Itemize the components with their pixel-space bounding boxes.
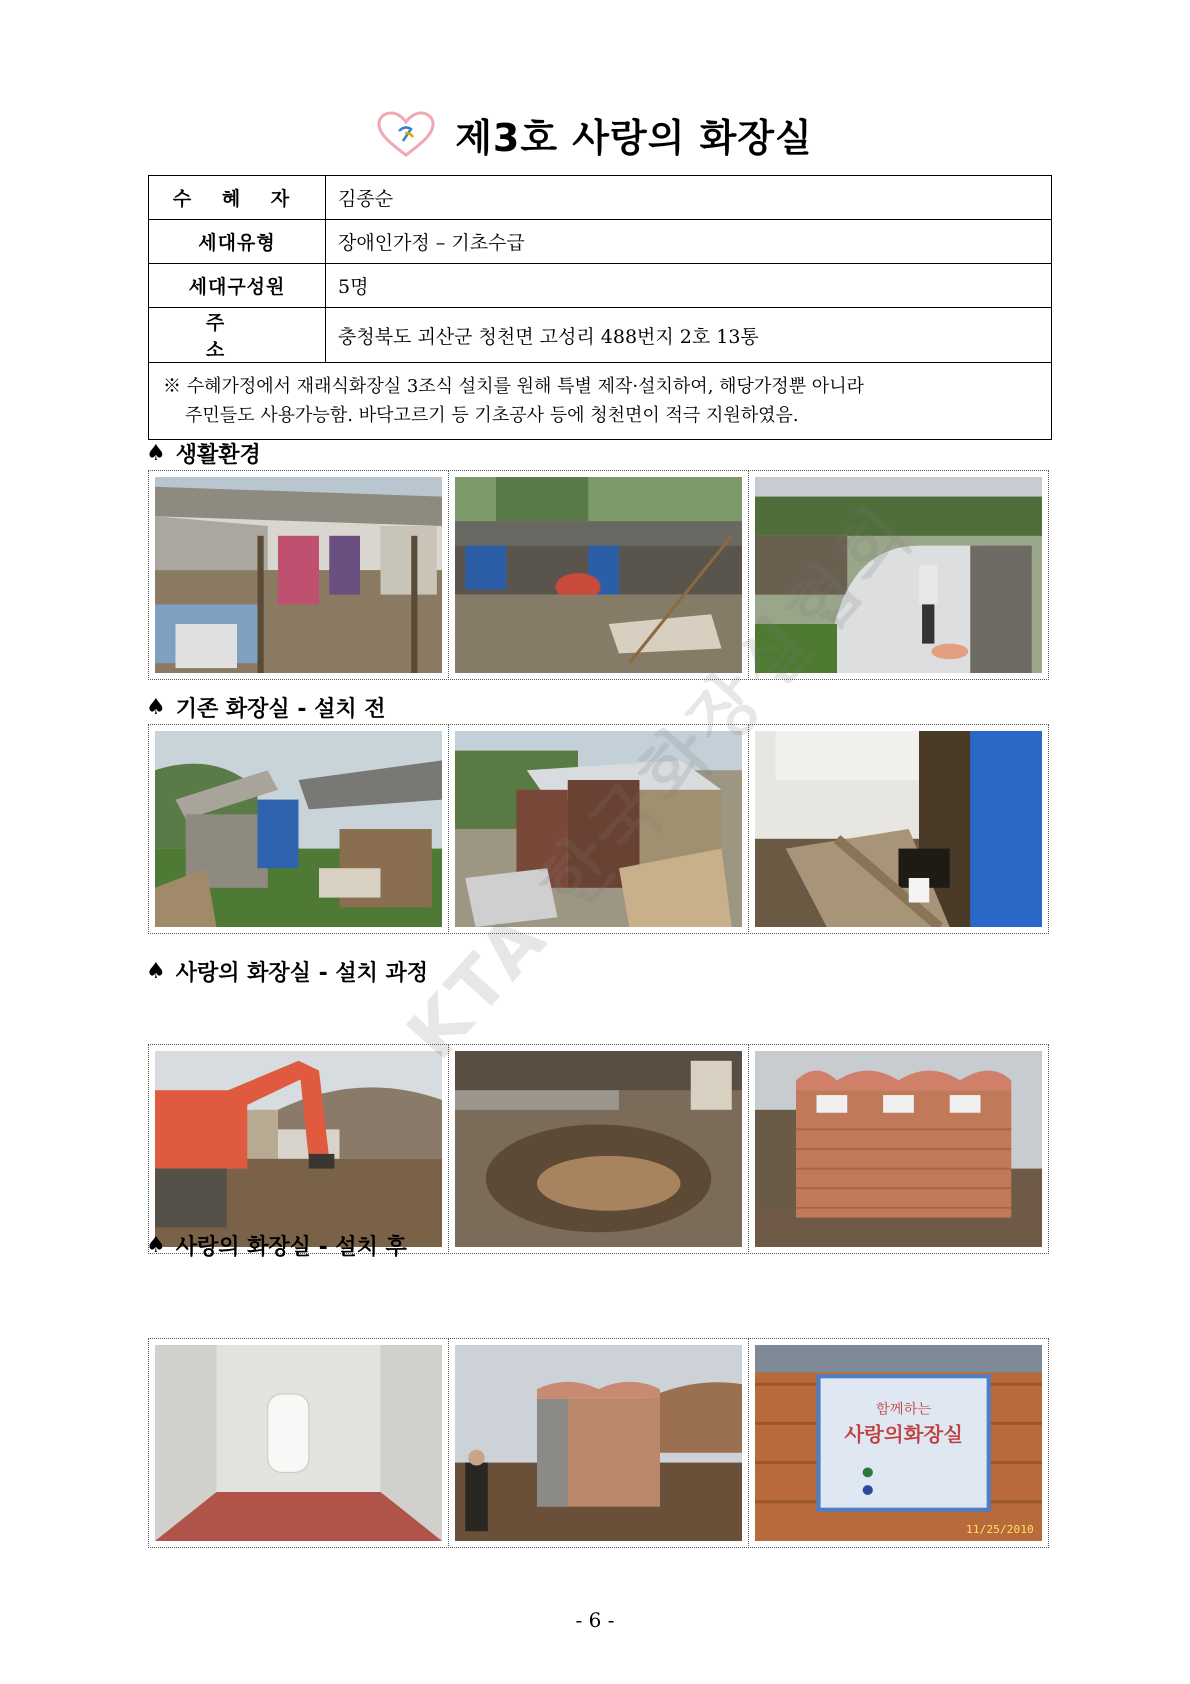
value-household-members: 5명	[326, 264, 1052, 308]
photo-donor-sign	[755, 1345, 1042, 1541]
section-title-process: ♠ 사랑의 화장실 - 설치 과정	[146, 959, 429, 986]
label-address: 주 소	[149, 308, 326, 363]
table-row	[149, 220, 1052, 264]
photo-yard-shed	[455, 477, 742, 673]
photo-toilet-interior	[155, 1345, 442, 1541]
sign-text-line-2: 사랑의화장실	[844, 1422, 964, 1446]
photo-cell	[148, 1338, 449, 1548]
recipient-info-table	[148, 175, 1052, 440]
photo-cell	[748, 724, 1049, 934]
photo-date-stamp: 11/25/2010	[966, 1523, 1034, 1537]
sign-text-line-1: 함께하는	[875, 1401, 932, 1418]
photo-new-toilet-installing	[755, 1051, 1042, 1247]
photo-cell	[148, 1044, 449, 1254]
photo-cell	[148, 724, 449, 934]
label-household-members: 세대구성원	[149, 264, 326, 308]
photo-cell	[448, 724, 749, 934]
photo-row-after	[148, 1338, 1048, 1548]
photo-cell	[748, 470, 1049, 680]
photo-cell	[748, 1338, 1049, 1548]
note-line-1: ※ 수혜가정에서 재래식화장실 3조식 설치를 원해 특별 제작·설치하여, 해당가정뿐 아니라	[163, 376, 864, 397]
photo-row-before	[148, 724, 1048, 934]
photo-greenhouse	[755, 477, 1042, 673]
photo-old-toilet-shed	[155, 731, 442, 927]
value-recipient: 김종순	[326, 176, 1052, 220]
photo-old-toilet-pit	[755, 731, 1042, 927]
spade-icon: ♠	[146, 441, 166, 466]
section-title-before: ♠ 기존 화장실 - 설치 전	[146, 695, 386, 722]
photo-cell	[448, 1338, 749, 1548]
table-row	[149, 176, 1052, 220]
note-line-2: 주민들도 사용가능함. 바닥고르기 등 기초공사 등에 청천면이 적극 지원하였음.	[185, 405, 799, 426]
value-household-type: 장애인가정 – 기초수급	[326, 220, 1052, 264]
watermark: KTA 한국화장실협회	[391, 489, 931, 1075]
photo-cell	[448, 1044, 749, 1254]
photo-cell	[148, 470, 449, 680]
photo-new-toilet-outside	[455, 1345, 742, 1541]
heart-logo-icon	[377, 111, 435, 157]
note-cell	[149, 363, 1052, 440]
photo-cell	[748, 1044, 1049, 1254]
spade-icon: ♠	[146, 1233, 166, 1258]
table-row	[149, 363, 1052, 440]
photo-house-porch	[155, 477, 442, 673]
spade-icon: ♠	[146, 695, 166, 720]
spade-icon: ♠	[146, 959, 166, 984]
page-title-row	[0, 104, 1190, 164]
photo-dug-pit	[455, 1051, 742, 1247]
label-recipient: 수 혜 자	[149, 176, 326, 220]
photo-cell	[448, 470, 749, 680]
section-title-after: ♠ 사랑의 화장실 - 설치 후	[146, 1233, 407, 1260]
label-household-type: 세대유형	[149, 220, 326, 264]
table-row	[149, 264, 1052, 308]
section-title-living: ♠ 생활환경	[146, 441, 261, 468]
photo-excavator	[155, 1051, 442, 1247]
table-row	[149, 308, 1052, 363]
page-title: 제3호 사랑의 화장실	[455, 115, 813, 160]
photo-row-process	[148, 1044, 1048, 1254]
photo-row-living	[148, 470, 1048, 680]
value-address: 충청북도 괴산군 청천면 고성리 488번지 2호 13통	[326, 308, 1052, 363]
page-number: - 6 -	[575, 1608, 615, 1632]
photo-old-toilet-rusty	[455, 731, 742, 927]
